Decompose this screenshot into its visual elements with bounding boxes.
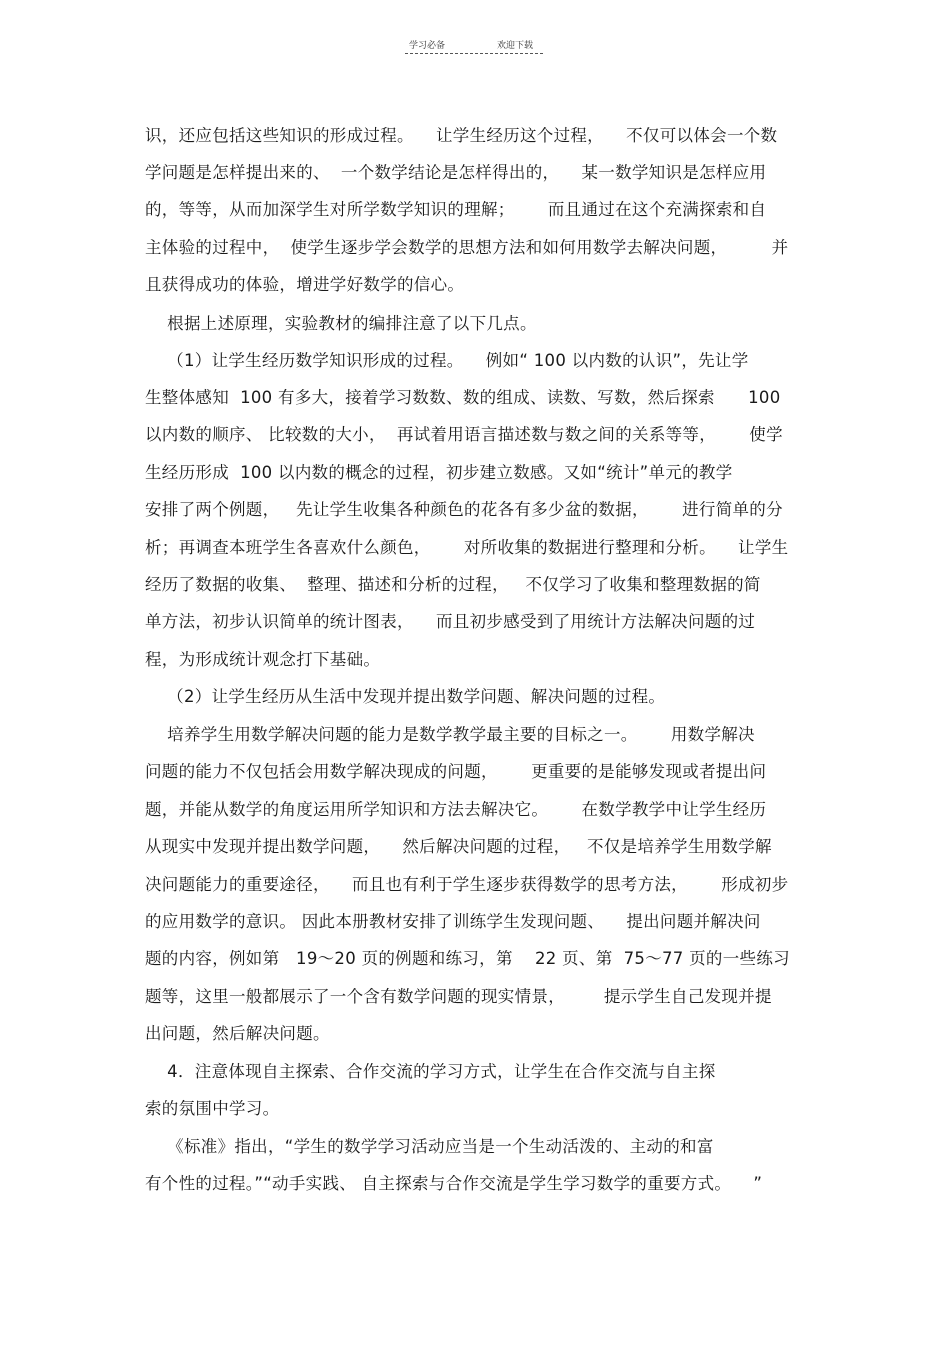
text-line: 的应用数学的意识。 因此本册教材安排了训练学生发现问题、 提出问题并解决问 [145, 912, 761, 931]
text-line: 从现实中发现并提出数学问题， 然后解决问题的过程， 不仅是培养学生用数学解 [145, 837, 772, 856]
page-header [405, 38, 545, 58]
text-line: 4．注意体现自主探索、合作交流的学习方式，让学生在合作交流与自主探 [145, 1062, 716, 1081]
text-line: （2）让学生经历从生活中发现并提出数学问题、解决问题的过程。 [145, 687, 666, 706]
text-line: 且获得成功的体验，增进学好数学的信心。 [145, 275, 465, 294]
text-line: 题等，这里一般都展示了一个含有数学问题的现实情景， 提示学生自己发现并提 [145, 987, 772, 1006]
text-line: （1）让学生经历数学知识形成的过程。 例如“ 100 以内数的认识”，先让学 [145, 351, 749, 370]
text-line: 以内数的顺序、 比较数的大小， 再试着用语言描述数与数之间的关系等等， 使学 [145, 425, 783, 444]
text-line: 析；再调查本班学生各喜欢什么颜色， 对所收集的数据进行整理和分析。 让学生 [145, 538, 789, 557]
text-line: 题，并能从数学的角度运用所学知识和方法去解决它。 在数学教学中让学生经历 [145, 800, 767, 819]
text-line: 程，为形成统计观念打下基础。 [145, 650, 381, 669]
text-line: 培养学生用数学解决问题的能力是数学教学最主要的目标之一。 用数学解决 [145, 725, 755, 744]
text-line: 单方法，初步认识简单的统计图表， 而且初步感受到了用统计方法解决问题的过 [145, 612, 756, 631]
text-line: 问题的能力不仅包括会用数学解决现成的问题， 更重要的是能够发现或者提出问 [145, 762, 767, 781]
text-line: 生经历形成 100 以内数的概念的过程，初步建立数感。又如“统计”单元的教学 [145, 463, 733, 482]
header-right-text: 欢迎下载 [497, 41, 534, 51]
text-line: 决问题能力的重要途径， 而且也有利于学生逐步获得数学的思考方法， 形成初步 [145, 875, 789, 894]
text-line: 出问题，然后解决问题。 [145, 1024, 330, 1043]
header-left-text: 学习必备 [409, 41, 446, 51]
text-line: 识，还应包括这些知识的形成过程。 让学生经历这个过程， 不仅可以体会一个数 [145, 126, 778, 145]
header-divider [405, 53, 543, 54]
text-line: 学问题是怎样提出来的、 一个数学结论是怎样得出的， 某一数学知识是怎样应用 [145, 163, 767, 182]
text-line: 题的内容，例如第 19～20 页的例题和练习，第 22 页、第 75～77 页的一些练习 [145, 949, 790, 968]
text-line: 安排了两个例题， 先让学生收集各种颜色的花各有多少盆的数据， 进行简单的分 [145, 500, 783, 519]
text-line: 经历了数据的收集、 整理、描述和分析的过程， 不仅学习了收集和整理数据的简 [145, 575, 761, 594]
text-line: 主体验的过程中， 使学生逐步学会数学的思想方法和如何用数学去解决问题， 并 [145, 238, 789, 257]
text-line: 的，等等，从而加深学生对所学数学知识的理解； 而且通过在这个充满探索和自 [145, 200, 767, 219]
text-line: 根据上述原理，实验教材的编排注意了以下几点。 [145, 314, 537, 333]
text-line: 生整体感知 100 有多大，接着学习数数、数的组成、读数、写数，然后探索 100 [145, 388, 781, 407]
text-line: 有个性的过程。”“动手实践、 自主探索与合作交流是学生学习数学的重要方式。 ” [145, 1174, 763, 1193]
text-line: 索的氛围中学习。 [145, 1099, 280, 1118]
text-line: 《标准》指出，“学生的数学学习活动应当是一个生动活泼的、主动的和富 [145, 1137, 714, 1156]
